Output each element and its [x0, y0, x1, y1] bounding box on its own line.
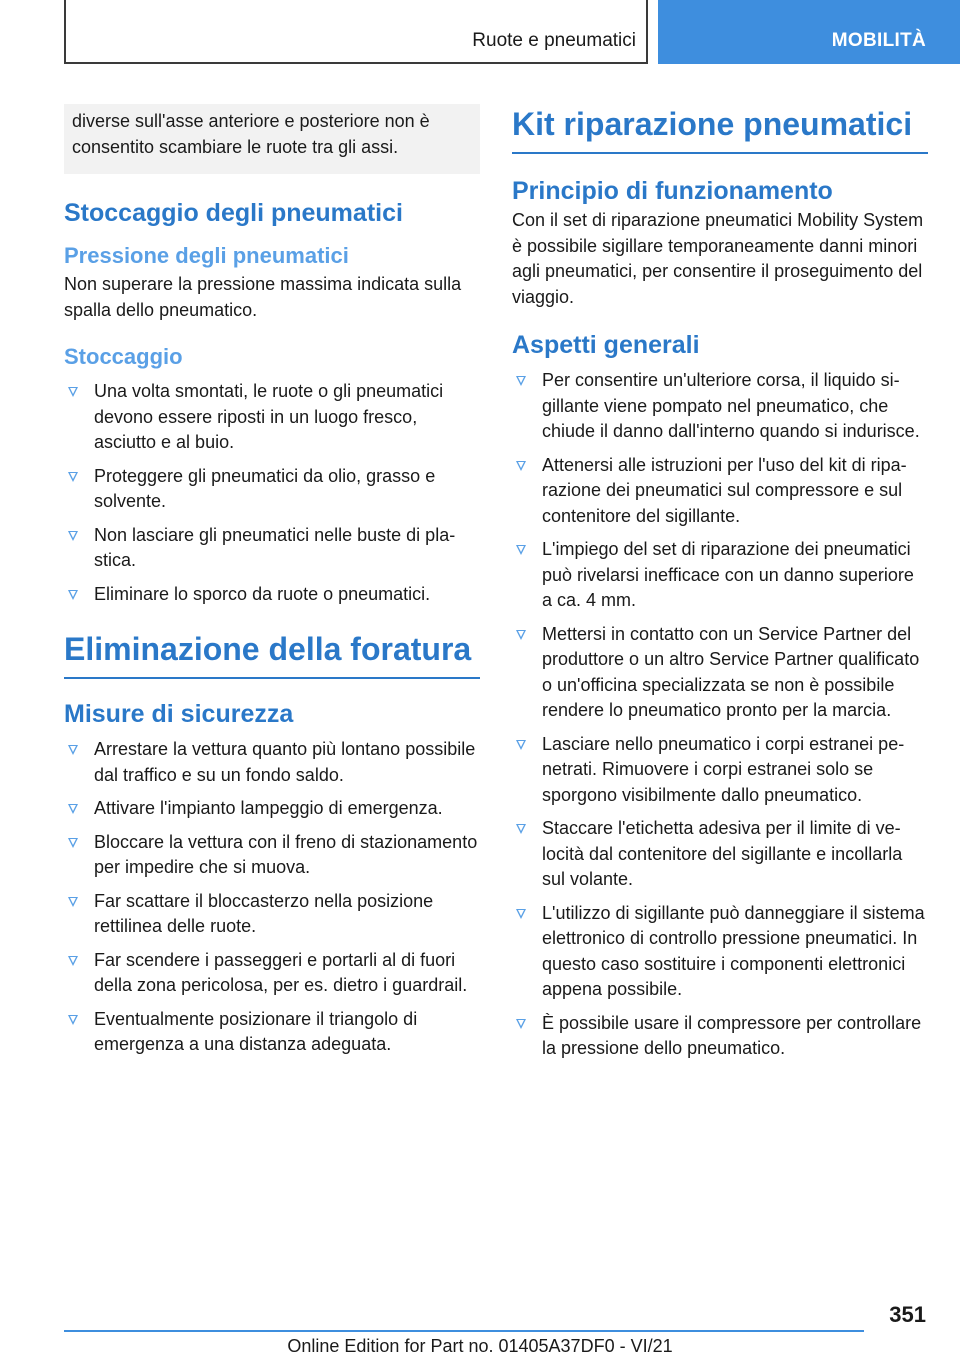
list-item: Non lasciare gli pneumatici nelle buste di plastica. — [64, 523, 480, 574]
bullet-triangle-icon — [68, 387, 78, 397]
storage-heading: Stoccaggio degli pneumatici — [64, 199, 403, 227]
storage-list — [64, 379, 480, 607]
list-item: Una volta smontati, le ruote o gli pneumatici devono essere riposti in un luogo fresco, asciutto e al buio. — [64, 379, 480, 456]
list-item: L'impiego del set di riparazione dei pneumatici può rivelarsi inefficace con un danno superiore a ca. 4 mm. — [512, 537, 928, 614]
bullet-triangle-icon — [68, 745, 78, 755]
general-list — [512, 368, 928, 1062]
page-number: 351 — [889, 1302, 926, 1327]
bullet-triangle-icon — [68, 804, 78, 814]
list-item: Proteggere gli pneumatici da olio, grasso e solvente. — [64, 464, 480, 515]
bullet-triangle-icon — [516, 740, 526, 750]
list-item: Attenersi alle istruzioni per l'uso del kit di riparazione dei pneumatici sul compressore e sul contenitore del sigillante. — [512, 453, 928, 530]
bullet-triangle-icon — [516, 545, 526, 555]
kit-heading: Kit riparazione pneumatici — [512, 104, 928, 154]
bullet-triangle-icon — [68, 1015, 78, 1025]
note-box — [64, 104, 480, 174]
section-title: Ruote e pneumatici — [472, 30, 636, 51]
chapter-tab[interactable] — [658, 0, 960, 64]
left-column — [64, 104, 480, 1066]
bullet-triangle-icon — [516, 909, 526, 919]
bullet-triangle-icon — [516, 824, 526, 834]
footer-edition: Online Edition for Part no. 01405A37DF0 - VI/21 — [287, 1336, 673, 1356]
storage-subheading: Stoccaggio — [64, 344, 183, 369]
list-item: Mettersi in contatto con un Service Partner del produttore o un altro Service Partner qualificato o un'officina specializzata se non è possibile rendere lo pneumatico pronto per la marcia. — [512, 622, 928, 724]
list-item: Eventualmente posizionare il triangolo di emergenza a una distanza adeguata. — [64, 1007, 480, 1058]
puncture-heading: Eliminazione della foratura — [64, 629, 480, 679]
principle-text: Con il set di riparazione pneumatici Mobility System è possibile sigillare temporaneamente danni minori agli pneumatici, per consentire il proseguimento del viaggio. — [512, 210, 924, 307]
bullet-triangle-icon — [516, 376, 526, 386]
right-column — [512, 104, 928, 1070]
list-item: Bloccare la vettura con il freno di stazionamento per impedire che si muova. — [64, 830, 480, 881]
list-item: Far scattare il bloccasterzo nella posizione rettilinea delle ruote. — [64, 889, 480, 940]
pressure-text: Non superare la pressione massima indicata sulla spalla dello pneumatico. — [64, 274, 462, 320]
list-item: Per consentire un'ulteriore corsa, il liquido sigillante viene pompato nel pneumatico, che chiude il danno dall'interno quando si indurisce. — [512, 368, 928, 445]
principle-heading: Principio di funzionamento — [512, 177, 833, 205]
bullet-triangle-icon — [516, 461, 526, 471]
bullet-triangle-icon — [68, 897, 78, 907]
bullet-triangle-icon — [68, 956, 78, 966]
footer-divider — [64, 1330, 864, 1332]
bullet-triangle-icon — [68, 590, 78, 600]
safety-heading: Misure di sicurezza — [64, 700, 294, 728]
list-item: Lasciare nello pneumatico i corpi estranei penetrati. Rimuovere i corpi estranei solo se sporgono visibilmente dallo pneumatico. — [512, 732, 928, 809]
bullet-triangle-icon — [68, 531, 78, 541]
pressure-heading: Pressione degli pneumatici — [64, 243, 349, 268]
chapter-tab-label: MOBILITÀ — [831, 30, 926, 51]
list-item: Staccare l'etichetta adesiva per il limite di velocità dal contenitore del sigillante e incollarla sul volante. — [512, 816, 928, 893]
list-item: Eliminare lo sporco da ruote o pneumatici. — [64, 582, 480, 608]
general-heading: Aspetti generali — [512, 331, 700, 359]
bullet-triangle-icon — [68, 838, 78, 848]
list-item: Attivare l'impianto lampeggio di emergenza. — [64, 796, 480, 822]
safety-list — [64, 737, 480, 1058]
bullet-triangle-icon — [516, 1019, 526, 1029]
list-item: Far scendere i passeggeri e portarli al di fuori della zona pericolosa, per es. dietro i guardrail. — [64, 948, 480, 999]
bullet-triangle-icon — [68, 472, 78, 482]
list-item: L'utilizzo di sigillante può danneggiare il sistema elettronico di controllo pressione pneumatici. In questo caso sostituire i componenti elettronici appena possibile. — [512, 901, 928, 1003]
list-item: Arrestare la vettura quanto più lontano possibile dal traffico e su un fondo saldo. — [64, 737, 480, 788]
bullet-triangle-icon — [516, 630, 526, 640]
list-item: È possibile usare il compressore per controllare la pressione dello pneumatico. — [512, 1011, 928, 1062]
note-text: diverse sull'asse anteriore e posteriore non è consentito scambiare le ruote tra gli assi. — [72, 111, 430, 157]
